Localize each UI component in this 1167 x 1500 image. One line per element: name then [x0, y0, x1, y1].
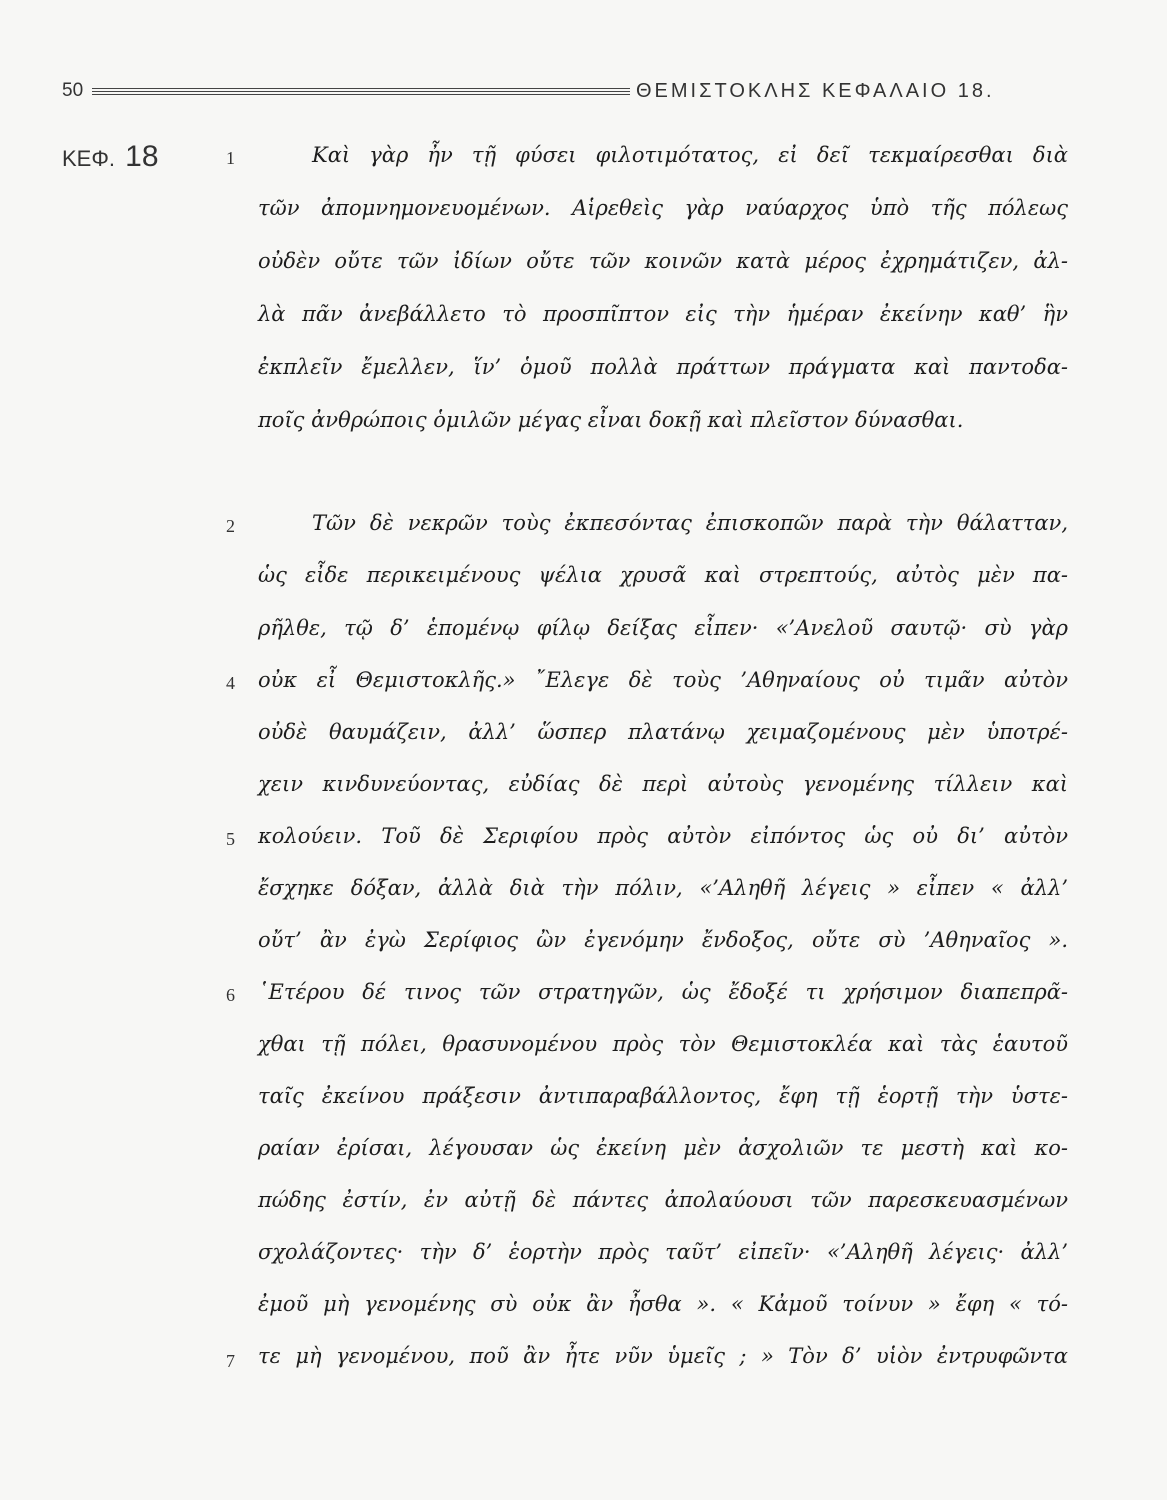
text-line: κολούειν. Τοῦ δὲ Σεριφίου πρὸς αὐτὸν εἰπόντος ὡς οὐ δι’ αὐτὸν [258, 824, 1068, 848]
header-rule [92, 94, 630, 95]
text-line: ἐκπλεῖν ἔμελλεν, ἵν’ ὁμοῦ πολλὰ πράττων πράγματα καὶ παντοδα- [258, 355, 1068, 379]
text-line: ἐμοῦ μὴ γενομένης σὺ οὐκ ἂν ἦσθα ». « Κἀμοῦ τοίνυν » ἔφη « τό- [258, 1292, 1068, 1316]
text-line: ραίαν ἐρίσαι, λέγουσαν ὡς ἐκείνη μὲν ἀσχολιῶν τε μεστὴ καὶ κο- [258, 1136, 1068, 1160]
section-number: 4 [226, 673, 235, 693]
text-line: οὔτ’ ἂν ἐγὼ Σερίφιος ὢν ἐγενόμην ἔνδοξος, οὔτε σὺ ’Αθηναῖος ». [258, 928, 1068, 952]
text-line: ὡς εἶδε περικειμένους ψέλια χρυσᾶ καὶ στρεπτούς, αὐτὸς μὲν πα- [258, 563, 1068, 587]
running-header [62, 80, 1068, 110]
chapter-label [62, 140, 159, 174]
text-line: τε μὴ γενομένου, ποῦ ἂν ἦτε νῦν ὑμεῖς ; » Τὸν δ’ υἱὸν ἐντρυφῶντα [258, 1344, 1068, 1368]
text-line: Τῶν δὲ νεκρῶν τοὺς ἐκπεσόντας ἐπισκοπῶν παρὰ τὴν θάλατταν, [312, 511, 1068, 535]
running-title: ΘΕΜΙΣΤΟΚΛΗΣ ΚΕΦΑΛΑΙΟ 18. [636, 80, 995, 102]
text-line: χειν κινδυνεύοντας, εὐδίας δὲ περὶ αὐτοὺς γενομένης τίλλειν καὶ [258, 772, 1068, 796]
text-line: Καὶ γὰρ ἦν τῇ φύσει φιλοτιμότατος, εἰ δεῖ τεκμαίρεσθαι διὰ [312, 143, 1068, 167]
text-line: ῾Ετέρου δέ τινος τῶν στρατηγῶν, ὡς ἔδοξέ τι χρήσιμον διαπεπρᾶ- [258, 980, 1068, 1004]
header-rule [92, 88, 630, 89]
text-line: οὐδὲ θαυμάζειν, ἀλλ’ ὥσπερ πλατάνῳ χειμαζομένους μὲν ὑποτρέ- [258, 720, 1068, 744]
section-number: 6 [226, 985, 235, 1005]
text-line: ποῖς ἀνθρώποις ὁμιλῶν μέγας εἶναι δοκῇ καὶ πλεῖστον δύνασθαι. [258, 408, 964, 432]
text-line: σχολάζοντες· τὴν δ’ ἑορτὴν πρὸς ταῦτ’ εἰπεῖν· «’Αληθῆ λέγεις· ἀλλ’ [258, 1240, 1068, 1264]
text-line: τῶν ἀπομνημονευομένων. Αἱρεθεὶς γὰρ ναύαρχος ὑπὸ τῆς πόλεως [258, 196, 1068, 220]
text-line: ταῖς ἐκείνου πράξεσιν ἀντιπαραβάλλοντος, ἔφη τῇ ἑορτῇ τὴν ὑστε- [258, 1084, 1068, 1108]
text-line: οὐκ εἶ Θεμιστοκλῆς.» ῎Ελεγε δὲ τοὺς ’Αθηναίους οὐ τιμᾶν αὐτὸν [258, 668, 1068, 692]
page-number: 50 [62, 80, 84, 101]
section-number: 5 [226, 829, 235, 849]
section-number: 2 [226, 516, 235, 536]
text-line: πώδης ἐστίν, ἐν αὐτῇ δὲ πάντες ἀπολαύουσι τῶν παρεσκευασμένων [258, 1188, 1068, 1212]
text-line: ρῆλθε, τῷ δ’ ἑπομένῳ φίλῳ δείξας εἶπεν· «’Ανελοῦ σαυτῷ· σὺ γὰρ [258, 616, 1068, 640]
header-rule [92, 91, 630, 92]
text-line: ἔσχηκε δόξαν, ἀλλὰ διὰ τὴν πόλιν, «’Αληθῆ λέγεις » εἶπεν « ἀλλ’ [258, 876, 1068, 900]
text-line: οὐδὲν οὔτε τῶν ἰδίων οὔτε τῶν κοινῶν κατὰ μέρος ἐχρημάτιζεν, ἀλ- [258, 249, 1068, 273]
chapter-label-text: ΚΕΦ. [62, 146, 116, 171]
section-number: 7 [226, 1351, 235, 1371]
text-line: χθαι τῇ πόλει, θρασυνομένου πρὸς τὸν Θεμιστοκλέα καὶ τὰς ἑαυτοῦ [258, 1032, 1068, 1056]
text-line: λὰ πᾶν ἀνεβάλλετο τὸ προσπῖπτον εἰς τὴν ἡμέραν ἐκείνην καθ’ ἣν [258, 302, 1068, 326]
section-number: 1 [226, 148, 235, 168]
chapter-number: 18 [125, 140, 159, 173]
